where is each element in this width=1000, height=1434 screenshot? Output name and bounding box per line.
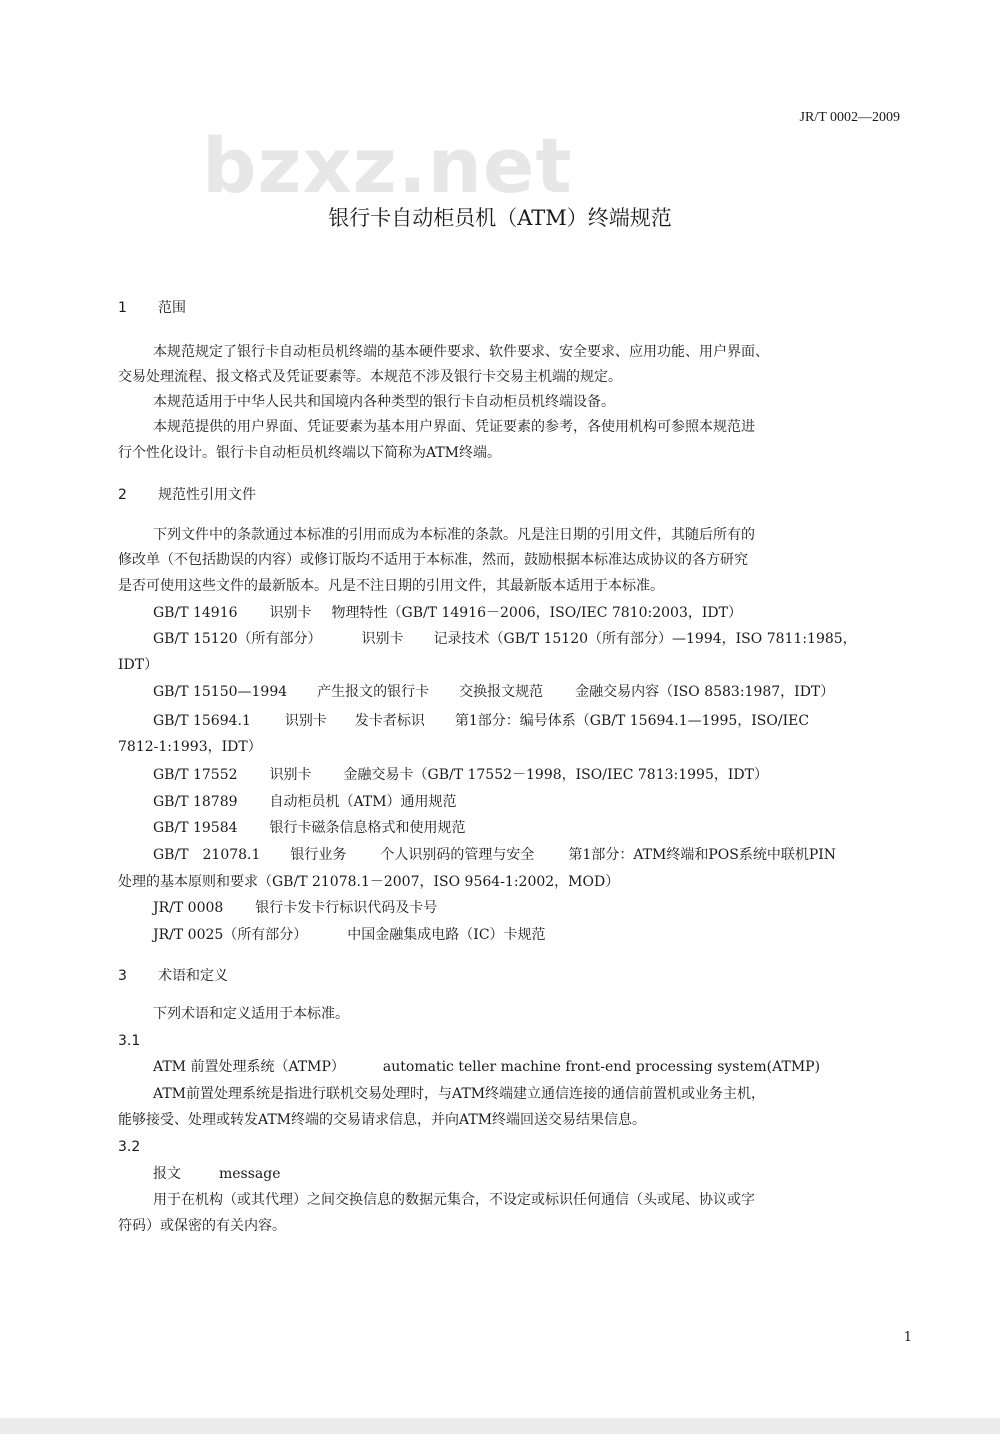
reference-part: 识别卡 <box>269 767 312 783</box>
reference-continuation: 7812-1:1993，IDT） <box>118 739 262 755</box>
reference-item <box>153 712 809 730</box>
page-number: 1 <box>903 1330 912 1345</box>
reference-code: JR/T 0008 <box>153 900 224 916</box>
reference-code: GB/T 19584 <box>153 820 238 836</box>
reference-part: 银行卡磁条信息格式和使用规范 <box>269 820 466 836</box>
section-title: 范围 <box>158 300 186 316</box>
reference-item <box>153 819 466 837</box>
reference-part: 中国金融集成电路（IC）卡规范 <box>347 927 546 943</box>
paragraph-line: 本规范规定了银行卡自动柜员机终端的基本硬件要求、软件要求、安全要求、应用功能、用户界面、 <box>153 344 769 360</box>
watermark: bzxz.net <box>202 121 573 210</box>
reference-continuation: 处理的基本原则和要求（GB/T 21078.1－2007，ISO 9564-1:2002，MOD） <box>118 874 620 890</box>
reference-part: 自动柜员机（ATM）通用规范 <box>269 794 457 810</box>
reference-part: 第1部分：编号体系（GB/T 15694.1—1995，ISO/IEC <box>454 713 810 729</box>
reference-item <box>153 899 437 917</box>
paragraph-line: 下列术语和定义适用于本标准。 <box>153 1006 349 1022</box>
reference-code: GB/T 15150—1994 <box>153 684 288 700</box>
term-chinese: 报文 <box>153 1166 181 1182</box>
reference-part: 银行卡发卡行标识代码及卡号 <box>255 900 438 916</box>
subsection-number: 3.1 <box>118 1033 141 1049</box>
term-entry <box>153 1165 281 1183</box>
section-1-heading <box>118 299 186 317</box>
reference-item <box>153 604 742 622</box>
section-number: 2 <box>118 487 127 503</box>
subsection-number: 3.2 <box>118 1139 141 1155</box>
reference-part: 金融交易卡（GB/T 17552－1998，ISO/IEC 7813:1995，IDT） <box>343 767 768 783</box>
reference-code: GB/T 17552 <box>153 767 238 783</box>
term-english: automatic teller machine front-end processing system(ATMP) <box>382 1059 821 1075</box>
reference-part: 识别卡 <box>269 605 312 621</box>
reference-code: GB/T 14916 <box>153 605 238 621</box>
reference-part: 发卡者标识 <box>354 713 425 729</box>
reference-item <box>153 926 546 944</box>
reference-continuation: IDT） <box>118 657 159 673</box>
section-number: 3 <box>118 968 127 984</box>
reference-code: GB/T 15694.1 <box>153 713 251 729</box>
paragraph-line: 是否可使用这些文件的最新版本。凡是不注日期的引用文件，其最新版本适用于本标准。 <box>118 578 664 594</box>
reference-part: 识别卡 <box>284 713 327 729</box>
section-2-heading <box>118 486 256 504</box>
reference-code: GB/T 18789 <box>153 794 238 810</box>
reference-item <box>153 793 457 811</box>
reference-item <box>153 683 834 701</box>
reference-code: GB/T 21078.1 <box>153 847 261 863</box>
reference-part: 记录技术（GB/T 15120（所有部分）—1994，ISO 7811:1985， <box>433 631 857 647</box>
definition-line: 能够接受、处理或转发ATM终端的交易请求信息，并向ATM终端回送交易结果信息。 <box>118 1112 647 1128</box>
paragraph-line: 修改单（不包括勘误的内容）或修订版均不适用于本标准，然而，鼓励根据本标准达成协议的各方研究 <box>118 552 748 568</box>
document-title: 银行卡自动柜员机（ATM）终端规范 <box>328 206 672 230</box>
reference-part: 物理特性（GB/T 14916－2006，ISO/IEC 7810:2003，IDT） <box>331 605 742 621</box>
reference-item <box>153 846 836 864</box>
reference-part: 银行业务 <box>290 847 347 863</box>
reference-item <box>153 630 857 648</box>
section-3-heading <box>118 967 228 985</box>
reference-part: 金融交易内容（ISO 8583:1987，IDT） <box>575 684 835 700</box>
reference-part: 识别卡 <box>361 631 404 647</box>
section-title: 规范性引用文件 <box>158 487 256 503</box>
reference-part: 第1部分：ATM终端和POS系统中联机PIN <box>568 847 837 863</box>
definition-line: 符码）或保密的有关内容。 <box>118 1218 286 1234</box>
reference-part: 产生报文的银行卡 <box>317 684 430 700</box>
viewer-bottom-edge <box>0 1418 1000 1434</box>
term-english: message <box>219 1166 281 1182</box>
term-entry <box>153 1058 820 1076</box>
reference-code: GB/T 15120（所有部分） <box>153 631 322 647</box>
definition-line: ATM前置处理系统是指进行联机交易处理时，与ATM终端建立通信连接的通信前置机或业务主机， <box>153 1086 766 1102</box>
reference-code: JR/T 0025（所有部分） <box>153 927 308 943</box>
term-chinese: ATM 前置处理系统（ATMP） <box>153 1059 345 1075</box>
paragraph-line: 下列文件中的条款通过本标准的引用而成为本标准的条款。凡是注日期的引用文件，其随后所有的 <box>153 527 755 543</box>
section-title: 术语和定义 <box>158 968 228 984</box>
standard-code: JR/T 0002—2009 <box>799 110 900 125</box>
paragraph-line: 行个性化设计。银行卡自动柜员机终端以下简称为ATM终端。 <box>118 445 502 461</box>
reference-part: 个人识别码的管理与安全 <box>380 847 535 863</box>
definition-line: 用于在机构（或其代理）之间交换信息的数据元集合，不设定或标识任何通信（头或尾、协议或字 <box>153 1192 755 1208</box>
section-number: 1 <box>118 300 127 316</box>
paragraph-line: 交易处理流程、报文格式及凭证要素等。本规范不涉及银行卡交易主机端的规定。 <box>118 369 622 385</box>
paragraph-line: 本规范适用于中华人民共和国境内各种类型的银行卡自动柜员机终端设备。 <box>153 394 615 410</box>
reference-item <box>153 766 768 784</box>
paragraph-line: 本规范提供的用户界面、凭证要素为基本用户界面、凭证要素的参考，各使用机构可参照本规范进 <box>153 419 755 435</box>
reference-part: 交换报文规范 <box>459 684 544 700</box>
